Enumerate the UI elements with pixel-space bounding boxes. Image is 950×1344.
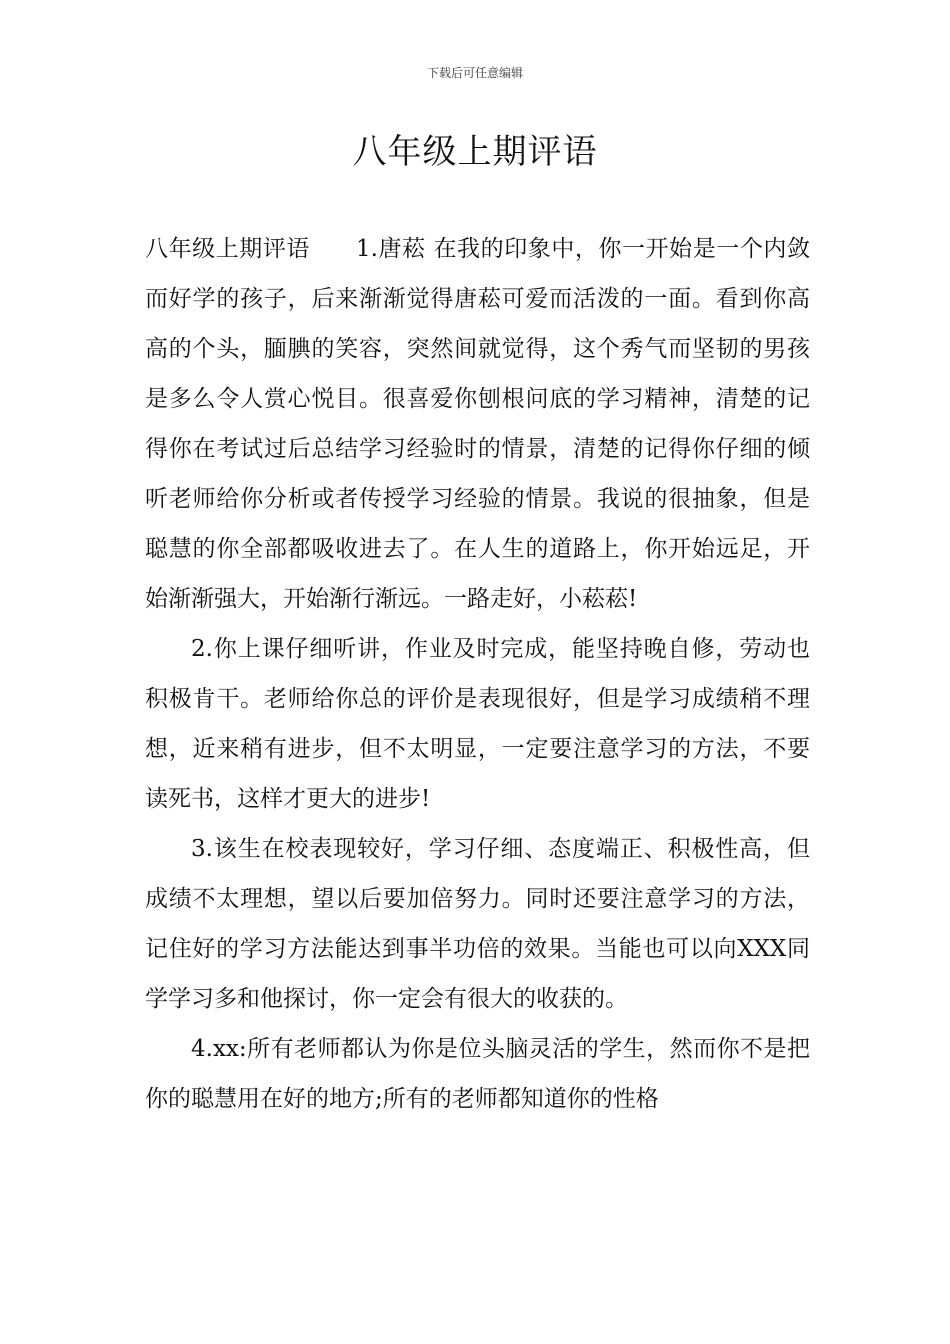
paragraph-1-lead: 八年级上期评语 bbox=[145, 236, 310, 262]
paragraph-2: 2.你上课仔细听讲，作业及时完成，能坚持晚自修，劳动也积极肯干。老师给你总的评价是表现很好，但是学习成绩稍不理想，近来稍有进步，但不太明显，一定要注意学习的方法，不要读死书，这样才更大的进步! bbox=[145, 636, 810, 812]
header-note: 下载后可任意编辑 bbox=[426, 66, 523, 80]
document-title: 八年级上期评语 bbox=[352, 132, 598, 172]
paragraph-3: 3.该生在校表现较好，学习仔细、态度端正、积极性高，但成绩不太理想，望以后要加倍努力。同时还要注意学习的方法，记住好的学习方法能达到事半功倍的效果。当能也可以向XXX同学学习多和他探讨，你一定会有很大的收获的。 bbox=[145, 836, 810, 1012]
document-body bbox=[145, 224, 810, 1124]
paragraph-1 bbox=[145, 224, 810, 624]
paragraph-4: 4.xx:所有老师都认为你是位头脑灵活的学生，然而你不是把你的聪慧用在好的地方;所有的老师都知道你的性格 bbox=[145, 1036, 810, 1112]
paragraph-1-body: 1.唐菘 在我的印象中，你一开始是一个内敛而好学的孩子，后来渐渐觉得唐菘可爱而活泼的一面。看到你高高的个头，腼腆的笑容，突然间就觉得，这个秀气而坚韧的男孩是多么令人赏心悦目。很喜爱你刨根问底的学习精神，清楚的记得你在考试过后总结学习经验时的情景，清楚的记得你仔细的倾听老师给你分析或者传授学习经验的情景。我说的很抽象，但是聪慧的你全部都吸收进去了。在人生的道路上，你开始远足，开始渐渐强大，开始渐行渐远。一路走好，小菘菘! bbox=[145, 236, 810, 612]
